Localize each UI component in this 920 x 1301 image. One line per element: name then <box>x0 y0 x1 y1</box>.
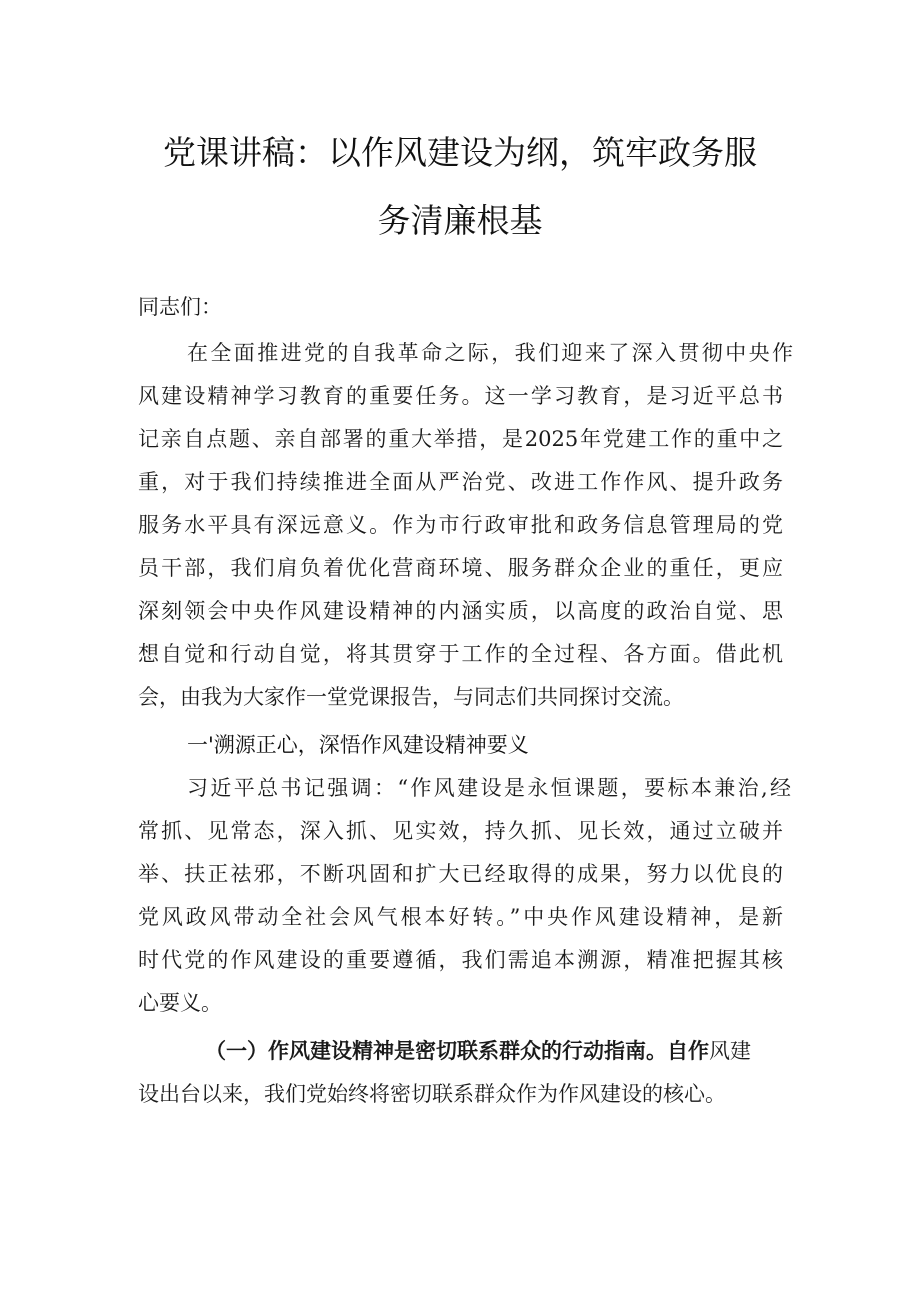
paragraph-3-line-1: 设出台以来，我们党始终将密切联系群众作为作风建设的核心。 <box>138 1082 726 1106</box>
subsection-1-text-start: 风建 <box>709 1039 751 1063</box>
paragraph-2-line-2: 常抓、见常态，深入抓、见实效，持久抓、见长效，通过立破并 <box>138 819 783 843</box>
paragraph-1-line-4: 重，对于我们持续推进全面从严治党、改进工作作风、提升政务 <box>138 470 783 494</box>
salutation: 同志们： <box>138 295 222 319</box>
section-1-heading: 一'溯源正心，深悟作风建设精神要义 <box>187 733 529 757</box>
paragraph-1-line-6: 员干部，我们肩负着优化营商环境、服务群众企业的重任，更应 <box>138 556 783 580</box>
paragraph-2-line-6: 心要义。 <box>138 991 222 1015</box>
paragraph-1-line-3: 记亲自点题、亲自部署的重大举措，是2025年党建工作的重中之 <box>138 427 783 451</box>
paragraph-1-line-9: 会，由我为大家作一堂党课报告，与同志们共同探讨交流。 <box>138 685 684 709</box>
subsection-1-line-1 <box>205 1036 795 1066</box>
document-title-line-2: 务清廉根基 <box>377 201 543 240</box>
document-title-line-1: 党课讲稿：以作风建设为纲，筑牢政务服 <box>163 133 757 172</box>
paragraph-1-line-5: 服务水平具有深远意义。作为市行政审批和政务信息管理局的党 <box>138 513 783 537</box>
paragraph-1-line-1: 在全面推进党的自我革命之际，我们迎来了深入贯彻中央作 <box>187 341 793 365</box>
paragraph-1-line-2: 风建设精神学习教育的重要任务。这一学习教育，是习近平总书 <box>138 384 783 408</box>
paragraph-2-line-3: 举、扶正祛邪，不断巩固和扩大已经取得的成果，努力以优良的 <box>138 862 783 886</box>
paragraph-2-line-4: 党风政风带动全社会风气根本好转。”中央作风建设精神，是新 <box>138 905 783 929</box>
paragraph-1-line-8: 想自觉和行动自觉，将其贯穿于工作的全过程、各方面。借此机 <box>138 642 783 666</box>
subsection-1-heading: （一）作风建设精神是密切联系群众的行动指南。自作 <box>205 1038 709 1063</box>
paragraph-2-line-1: 习近平总书记强调：“作风建设是永恒课题，要标本兼治,经 <box>187 776 791 800</box>
paragraph-1-line-7: 深刻领会中央作风建设精神的内涵实质，以高度的政治自觉、思 <box>138 599 783 623</box>
paragraph-2-line-5: 时代党的作风建设的重要遵循，我们需追本溯源，精准把握其核 <box>138 948 783 972</box>
